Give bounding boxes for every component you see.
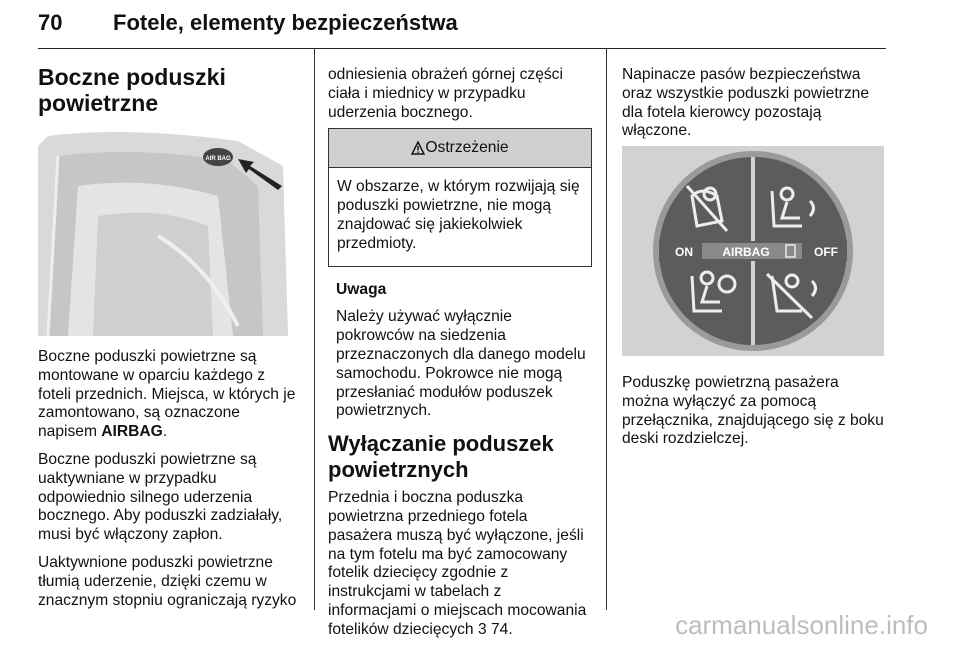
warning-triangle-icon [411,141,425,155]
watermark: carmanualsonline.info [675,610,928,640]
column-divider [314,48,315,610]
paragraph: Boczne poduszki powietrzne są uaktywniane w przypadku odpowiednio silnego uderzenia bocznego. Aby poduszki zadziałały, musi być włączony zapłon. [38,450,283,544]
column-1-text [38,348,300,619]
column-3 [622,66,884,150]
paragraph: Napinacze pasów bezpieczeństwa oraz wszystkie poduszki powietrzne dla fotela kierowcy pozostają włączone. [622,66,870,140]
paragraph: Uaktywnione poduszki powietrzne tłumią uderzenie, dzięki czemu w znacznym stopniu ograniczają ryzyko [38,553,297,609]
warning-body: W obszarze, w którym rozwijają się poduszki powietrzne, nie mogą znajdować się jakiekolwiek przedmioty. [337,178,580,252]
section-heading: Wyłączanie poduszek powietrznych [328,431,554,483]
paragraph: Boczne poduszki powietrzne są montowane w oparciu każdego z foteli przednich. Miejsca, w których je zamontowano, są oznaczone napisem AIRBAG. [38,348,296,441]
column-3-text [622,374,884,458]
column-2 [328,66,592,649]
airbag-switch-illustration [622,146,884,356]
paragraph: Poduszkę powietrzną pasażera można wyłączyć za pomocą przełącznika, znajdującego się z boku deski rozdzielczej. [622,374,884,448]
warning-header [329,129,591,168]
switch-airbag-label: AIRBAG [722,245,770,259]
switch-on-label: ON [675,245,693,259]
column-divider [606,48,607,610]
page-title: Fotele, elementy bezpieczeństwa [113,10,458,35]
paragraph: Przednia i boczna poduszka powietrzna przedniego fotela pasażera muszą być wyłączone, jeśli na tym fotelu ma być zamocowany fotelik dziecięcy zgodnie z instrukcjami w tabelach z informacjami o miejscach mocowania fotelików dziecięcych 3 74. [328,489,587,638]
note-title: Uwaga [336,280,387,298]
column-1 [38,64,300,116]
warning-box [328,128,592,266]
section-heading: Boczne poduszki powietrzne [38,64,226,116]
seat-airbag-illustration [38,126,298,336]
note-block [328,281,592,422]
page-header [38,6,886,49]
switch-off-label: OFF [814,245,838,259]
note-body: Należy używać wyłącznie pokrowców na siedzenia przeznaczonych dla danego modelu samochodu. Pokrowce nie mogą przesłaniać modułów poduszek powietrznych. [336,308,586,420]
paragraph: odniesienia obrażeń górnej części ciała i miednicy w przypadku uderzenia bocznego. [328,66,563,121]
airbag-badge-label: AIR BAG [205,156,231,162]
page-number: 70 [38,10,63,35]
warning-title: Ostrzeżenie [425,138,509,156]
page-reference-link[interactable]: 3 74 [477,620,509,638]
